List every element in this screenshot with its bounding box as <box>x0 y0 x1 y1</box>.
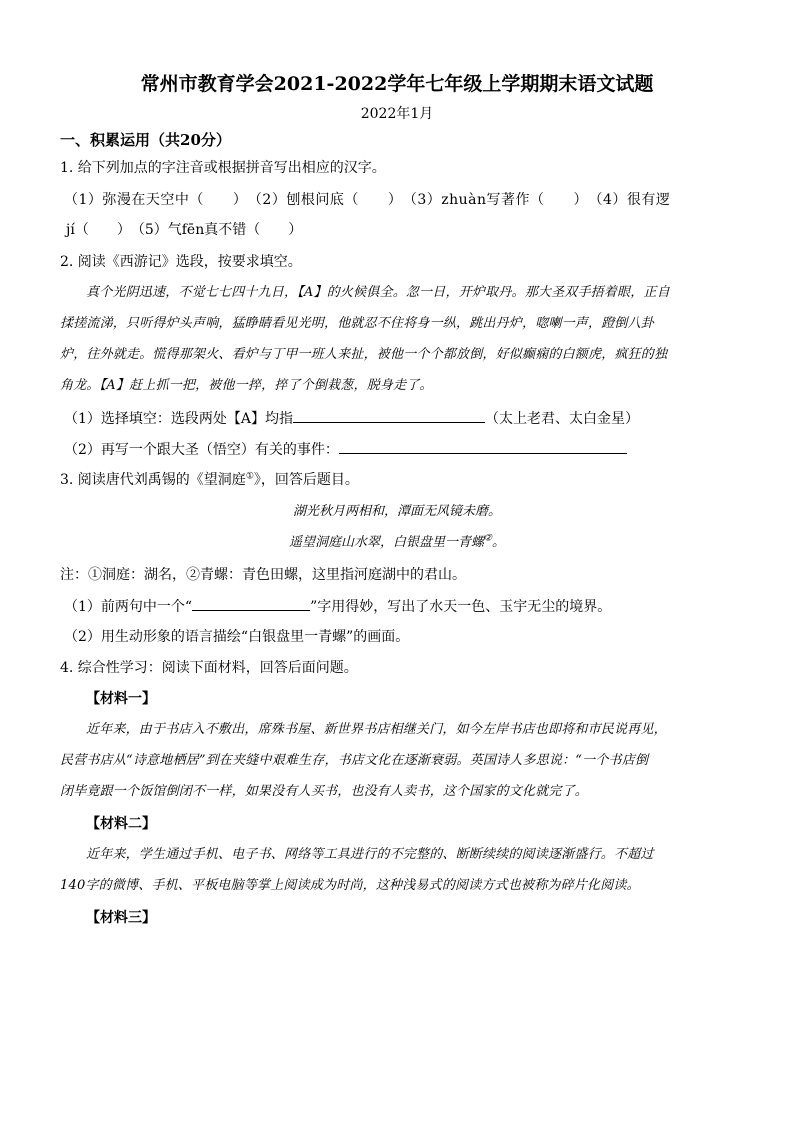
q3-stem-text: 3. 阅读唐代刘禹锡的《望洞庭 <box>60 472 246 488</box>
poem-line-2 <box>0 533 794 553</box>
q2-sub2-prompt: （2）再写一个跟大圣（悟空）有关的事件： <box>64 442 339 458</box>
q3-stem <box>60 470 359 490</box>
q3-stem-text-end: 》，回答后题目。 <box>253 472 359 488</box>
q2-sub1-options: （太上老君、太白金星） <box>485 411 640 427</box>
q2-passage-line: 炉，往外就走。慌得那架火、看炉与丁甲一班人来扯，被他一个个都放倒，好似癫痫的白额虎，疯狂的独 <box>60 347 668 362</box>
q2-sub1-prompt: （1）选择填空：选段两处【A】均指 <box>64 411 294 427</box>
q2-stem: 2. 阅读《西游记》选段，按要求填空。 <box>60 254 302 270</box>
material-label: 【材料二】 <box>86 816 156 832</box>
q3-sub1-prompt-end: ”字用得妙，写出了水天一色、玉宇无尘的境界。 <box>310 599 612 615</box>
q2-sub2 <box>64 439 627 460</box>
q3-sub1-answer-blank[interactable] <box>192 596 310 611</box>
footnote-marker: ① <box>245 471 254 482</box>
q2-passage-line: 真个光阴迅速，不觉七七四十九日，【A】的火候俱全。忽一日，开炉取丹。那大圣双手捂着眼，正自 <box>86 285 670 300</box>
material-label: 【材料三】 <box>86 910 156 926</box>
material2-line: 近年来，学生通过手机、电子书、网络等工具进行的不完整的、断断续续的阅读逐渐盛行。不超过 <box>86 847 654 862</box>
q4-stem: 4. 综合性学习：阅读下面材料，回答后面问题。 <box>60 660 358 676</box>
q2-sub1-answer-blank[interactable] <box>293 408 485 423</box>
q3-note: 注：①洞庭：湖名，②青螺：青色田螺，这里指河庭湖中的君山。 <box>60 567 466 583</box>
footnote-marker: ② <box>483 533 493 544</box>
material1-line: 闭毕竟跟一个饭馆倒闭不一样，如果没有人买书，也没有人卖书，这个国家的文化就完了。 <box>60 784 589 799</box>
q1-line1: （1）弥漫在天空中（ ） （2）刨根问底（ ） （3）zhuàn写著作（ ） （4）很有逻 <box>64 192 671 208</box>
q1-stem: 1. 给下列加点的字注音或根据拼音写出相应的汉字。 <box>60 160 386 176</box>
poem-line-2-text: 遥望洞庭山水翠，白银盘里一青螺 <box>288 535 484 550</box>
material-label: 【材料一】 <box>86 691 156 707</box>
material1-line: 民营书店从“诗意地栖居”到在夹缝中艰难生存，书店文化在逐渐衰弱。英国诗人多思说：“一个书店倒 <box>60 753 649 768</box>
q2-sub2-answer-blank[interactable] <box>339 439 627 454</box>
q3-sub1 <box>64 596 611 617</box>
material1-line: 近年来，由于书店入不敷出，席殊书屋、新世界书店相继关门，如今左岸书店也即将和市民说再见， <box>86 722 667 737</box>
q3-sub2: （2）用生动形象的语言描绘“白银盘里一青螺”的画面。 <box>64 629 410 645</box>
poem-line-1: 湖光秋月两相和，潭面无风镜未磨。 <box>292 504 501 519</box>
poem-line-2-end: 。 <box>492 535 506 550</box>
exam-date: 2022年1月 <box>360 106 434 122</box>
q2-sub1 <box>64 408 639 429</box>
q2-passage-line: 角龙。【A】赶上抓一把，被他一捽，捽了个倒栽葱，脱身走了。 <box>60 378 433 393</box>
q2-passage-line: 揉搓流涕，只听得炉头声响，猛睁睛看见光明，他就忍不住将身一纵，跳出丹炉，唿喇一声，蹬倒八卦 <box>60 316 655 331</box>
q1-line2: jí（ ） （5）气fēn真不错（ ） <box>66 222 303 238</box>
q3-sub1-prompt: （1）前两句中一个“ <box>64 599 193 615</box>
section-heading: 一、积累运用（共20分） <box>60 131 231 149</box>
material2-line: 140字的微博、手机、平板电脑等掌上阅读成为时尚，这种浅易式的阅读方式也被称为碎片化阅读。 <box>60 878 640 893</box>
exam-title: 常州市教育学会2021-2022学年七年级上学期期末语文试题 <box>140 73 654 95</box>
